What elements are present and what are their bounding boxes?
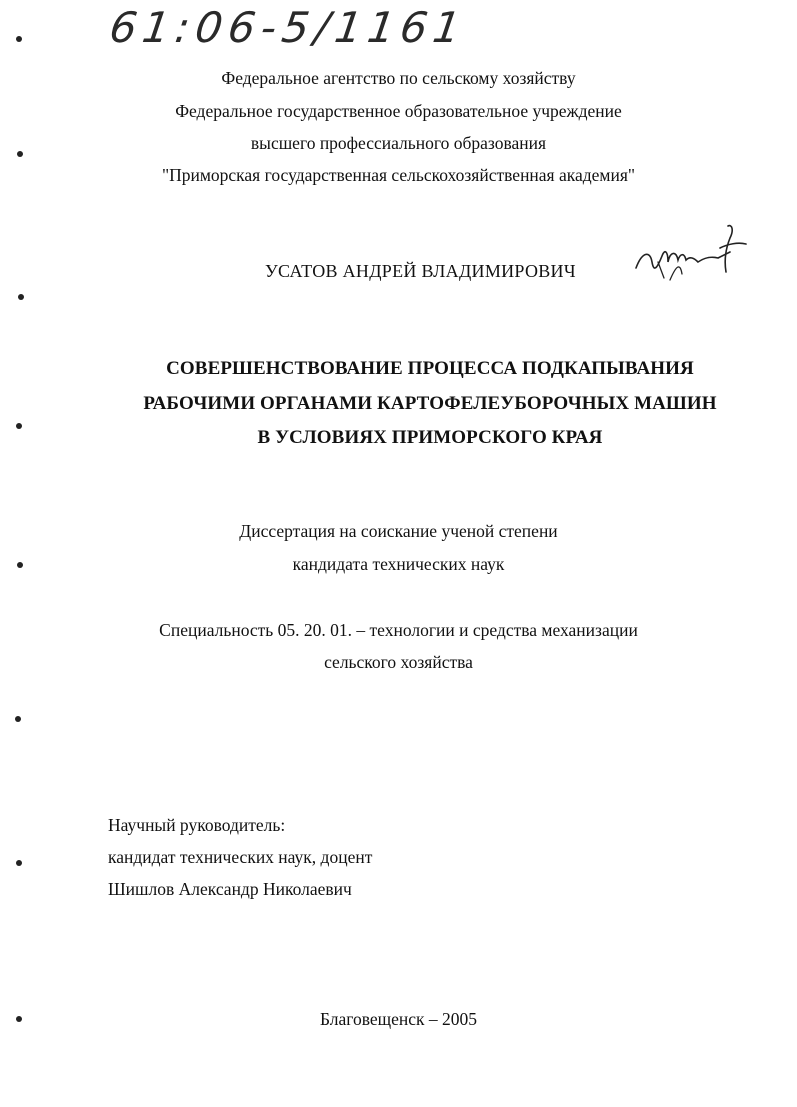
- specialty-line2: сельского хозяйства: [324, 652, 473, 672]
- binding-hole-mark: [16, 1016, 22, 1022]
- thesis-title-line3: В УСЛОВИЯХ ПРИМОРСКОГО КРАЯ: [257, 427, 603, 448]
- supervisor-label: Научный руководитель:: [108, 815, 286, 835]
- author-name: УСАТОВ АНДРЕЙ ВЛАДИМИРОВИЧ: [265, 261, 576, 281]
- degree-line2: кандидата технических наук: [292, 554, 505, 574]
- binding-hole-mark: [16, 36, 22, 42]
- degree-line1: Диссертация на соискание ученой степени: [239, 521, 558, 541]
- supervisor-degree: кандидат технических наук, доцент: [108, 847, 373, 867]
- header-institution-line1: Федеральное государственное образовательное учреждение: [175, 101, 622, 121]
- binding-hole-mark: [16, 860, 22, 866]
- supervisor-name: Шишлов Александр Николаевич: [108, 879, 352, 899]
- author-signature: [628, 222, 753, 284]
- binding-hole-mark: [16, 423, 22, 429]
- specialty-line1: Специальность 05. 20. 01. – технологии и средства механизации: [159, 620, 638, 640]
- binding-hole-mark: [17, 562, 23, 568]
- binding-hole-mark: [18, 294, 24, 300]
- footer-city-year: Благовещенск – 2005: [319, 1009, 478, 1029]
- header-institution-line2: высшего профессиального образования: [250, 133, 547, 153]
- handwritten-archive-code: 61:06-5/1161: [106, 3, 470, 52]
- thesis-title-line2: РАБОЧИМИ ОРГАНАМИ КАРТОФЕЛЕУБОРОЧНЫХ МАШИН: [143, 393, 717, 414]
- binding-hole-mark: [17, 151, 23, 157]
- header-institution-name: "Приморская государственная сельскохозяйственная академия": [161, 165, 636, 185]
- header-agency: Федеральное агентство по сельскому хозяйству: [221, 68, 576, 88]
- thesis-title-line1: СОВЕРШЕНСТВОВАНИЕ ПРОЦЕССА ПОДКАПЫВАНИЯ: [166, 358, 694, 379]
- binding-hole-mark: [15, 716, 21, 722]
